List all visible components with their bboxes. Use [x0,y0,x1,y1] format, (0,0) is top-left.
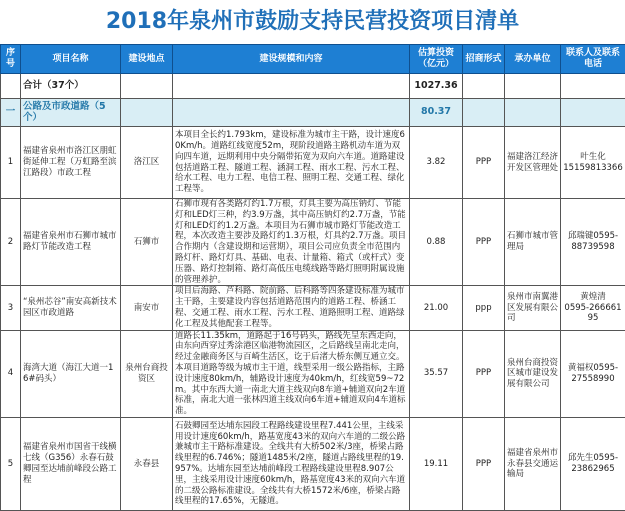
category-unit [505,99,561,127]
total-contact [561,74,625,99]
row-investment: 21.00 [410,286,463,330]
row-contact [561,199,625,286]
row-investment: 35.57 [410,330,463,417]
row-location: 永春县 [121,417,173,510]
total-mode [463,74,505,99]
row-unit: 福建洛江经济开发区管理处 [505,127,561,199]
contact-phone: 0595-26666195 [563,303,623,325]
category-investment: 80.37 [410,99,463,127]
table-header-row [1,45,625,74]
row-mode: PPP [463,199,505,286]
table-row [1,199,625,286]
category-row [1,99,625,127]
contact-name: 邱瑞键0595- [563,231,623,242]
row-seq: 3 [1,286,21,330]
row-content: 石狮市现有各类路灯约1.7万根，灯具主要为高压钠灯、节能灯和LED灯三种，约3.9万盏，其中高压钠灯约2.7万盏，节能灯和LED灯约1.2万盏。本项目为石狮市城市路灯节能改造工程，本次改造主要涉及路灯约1.3万根，灯具约2.7万盏。项目合作期内（含建设期和运营期），项目公司应负责全市范围内路灯杆、路灯灯具、基础、电表、计量箱、箱式（或杆式）变压器、路灯控制箱、路灯高低压电缆线路等路灯照明附属设施的管理养护。 [173,199,410,286]
category-mode [463,99,505,127]
page-title: 2018年泉州市鼓励支持民营投资项目清单 [0,0,625,44]
row-contact [561,417,625,510]
total-unit [505,74,561,99]
row-content: 本项目全长约1.793km，建设标准为城市主干路，设计速度60Km/h。道路红线宽度52m，现阶段道路主路机动车道为双向四车道，远期利用中央分隔带拓宽为双向六车道。道路建设包括道路工程、隧道工程、涵洞工程、雨水工程、污水工程、给水工程、电力工程、电信工程、照明工程、交通工程、绿化工程等。 [173,127,410,199]
row-contact [561,286,625,330]
contact-phone: 88739598 [563,242,623,253]
row-unit: 石狮市城市管理局 [505,199,561,286]
row-location: 洛江区 [121,127,173,199]
row-investment: 19.11 [410,417,463,510]
row-investment: 3.82 [410,127,463,199]
row-project-name: 福建省泉州市国省干线横七线（G356）永春石鼓卿园至达埔前峰段公路工程 [21,417,121,510]
category-contact [561,99,625,127]
header-name: 项目名称 [21,45,121,74]
header-investment: 估算投资（亿元） [410,45,463,74]
row-mode: PPP [463,127,505,199]
contact-phone: 27558990 [563,374,623,385]
table-row [1,127,625,199]
header-location: 建设地点 [121,45,173,74]
category-label: 公路及市政道路（5个） [21,99,121,127]
row-mode: PPP [463,417,505,510]
total-seq [1,74,21,99]
row-seq: 5 [1,417,21,510]
row-location: 泉州台商投资区 [121,330,173,417]
header-unit: 承办单位 [505,45,561,74]
row-content: 道路长11.35km，道路起于16号码头，路线先呈东西走向，由东向西穿过秀涂港区临港物流园区，之后路线呈南北走向，经过金融商务区与百崎生活区，讫于后渚大桥东侧互通立交。本项目道路等级为城市主干道，线型采用一级公路指标，主路设计速度80km/h，辅路设计速度为40km/h，红线宽59~72m。其中东西大道一南北大道主线双向8车道+辅道双向2车道标准，南北大道一张林四道主线双向6车道+辅道双向4车道标准。 [173,330,410,417]
contact-phone: 23862965 [563,464,623,475]
row-content: 项目后海路、芦科路、院前路、后科路等四条建设标准为城市主干路，主要建设内容包括道路范围内的道路工程、桥涵工程、交通工程、雨水工程、污水工程、道路照明工程、道路绿化工程及其他配套工程等。 [173,286,410,330]
contact-name: 黄煌清 [563,292,623,303]
header-contact: 联系人及联系电话 [561,45,625,74]
row-project-name: 福建省泉州市洛江区朋虹街延伸工程（万虹路至滨江路段）市政工程 [21,127,121,199]
row-location: 南安市 [121,286,173,330]
total-investment: 1027.36 [410,74,463,99]
row-project-name: 福建省泉州市石狮市城市路灯节能改造工程 [21,199,121,286]
total-content [173,74,410,99]
total-location [121,74,173,99]
row-contact [561,330,625,417]
category-seq: 一 [1,99,21,127]
category-location [121,99,173,127]
row-content: 石鼓卿园至达埔东园段工程路线建设里程7.441公里，主线采用设计速度60km/h，路基宽度43米的双向六车道的二级公路兼城市主干路标准建设。全线共有大桥502米/3座，桥梁占路线里程的6.746%；隧道1485米/2座，隧道占路线里程的19.957%。达埔东园至达埔前峰段工程路线建设里程8.907公里，主线采用设计速度60km/h，路基宽度43米的双向六车道的二级公路标准建设。全线共有大桥1572米/6座，桥梁占路线里程的17.65%，无隧道。 [173,417,410,510]
row-unit: 泉州台商投资区城市建设发展有限公司 [505,330,561,417]
table-row [1,330,625,417]
header-content: 建设规模和内容 [173,45,410,74]
row-unit: 泉州市南翼港区发展有限公司 [505,286,561,330]
row-investment: 0.88 [410,199,463,286]
row-project-name: 海湾大道（海江大道一16#码头） [21,330,121,417]
row-unit: 福建省泉州市永春县交通运输局 [505,417,561,510]
row-seq: 4 [1,330,21,417]
row-contact [561,127,625,199]
header-seq: 序号 [1,45,21,74]
row-mode: PPP [463,330,505,417]
contact-name: 邱先生0595- [563,453,623,464]
header-mode: 招商形式 [463,45,505,74]
table-row [1,417,625,510]
total-row [1,74,625,99]
contact-name: 叶生化 [563,152,623,163]
category-content [173,99,410,127]
row-seq: 2 [1,199,21,286]
total-label: 合计（37个） [21,74,121,99]
contact-phone: 15159813366 [563,163,623,174]
project-table [0,44,625,511]
row-mode: ppp [463,286,505,330]
row-project-name: “泉州芯谷”南安高新技术园区市政道路 [21,286,121,330]
contact-name: 黄福权0595- [563,363,623,374]
table-row [1,286,625,330]
row-location: 石狮市 [121,199,173,286]
row-seq: 1 [1,127,21,199]
